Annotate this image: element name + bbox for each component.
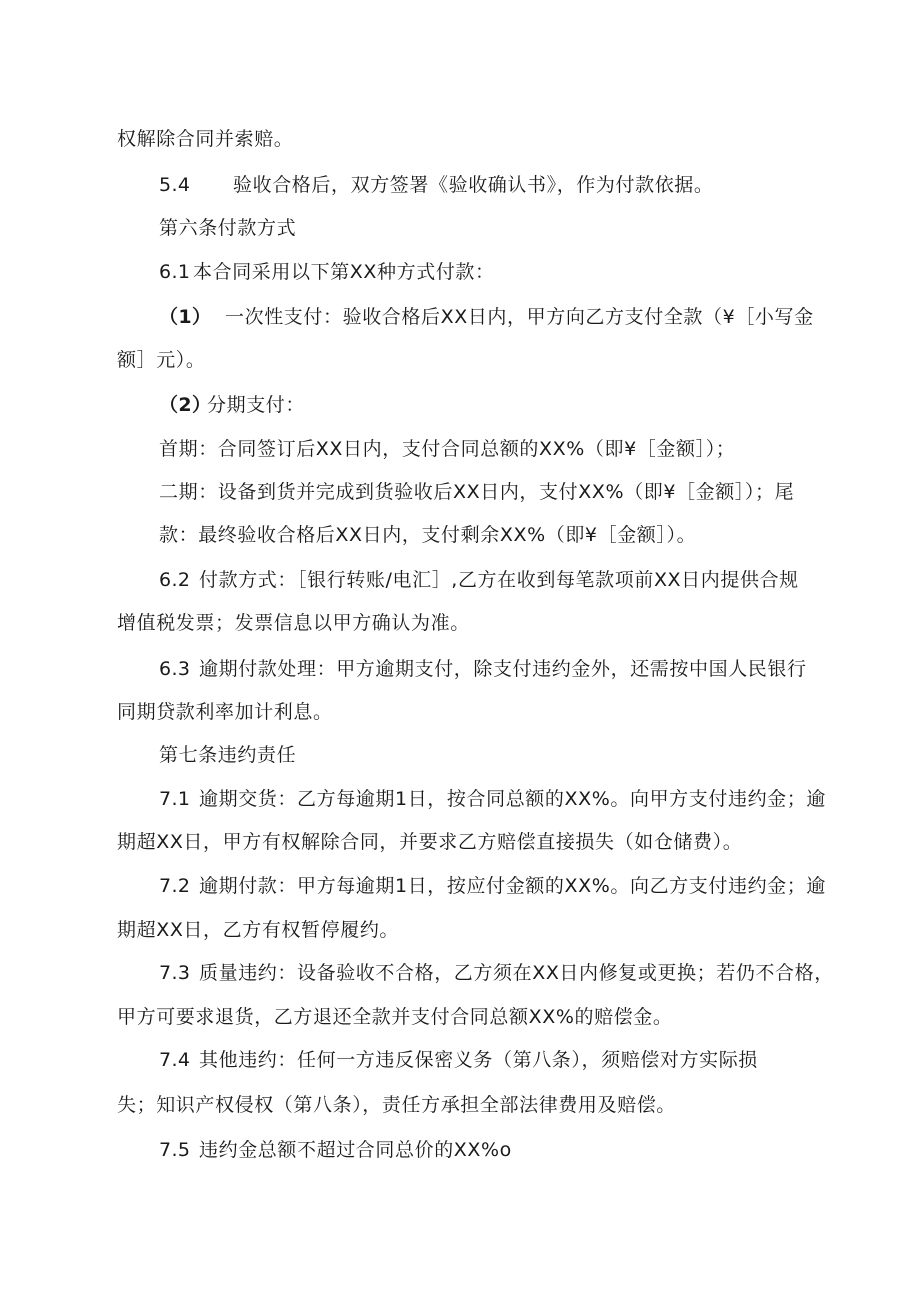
clause-number: 7.2 [159, 875, 191, 897]
clause-text: 本合同采用以下第XX种方式付款： [193, 261, 495, 283]
line-text: 权解除合同并索赔。 [117, 128, 294, 150]
clause-text: 验收合格后，双方签署《验收确认书》，作为付款依据。 [233, 174, 714, 196]
line-text: 期超XX日，乙方有权暂停履约。 [117, 919, 400, 941]
clause-7-2 [159, 873, 826, 899]
option-number: （2） [159, 394, 212, 416]
text-line [117, 699, 333, 725]
article-heading: 第七条违约责任 [159, 744, 297, 766]
line-text: 额］元）。 [117, 349, 206, 371]
clause-7-1 [159, 786, 826, 812]
text-line [117, 917, 399, 943]
text-line [117, 1004, 673, 1030]
option-number: （1） [159, 306, 212, 328]
clause-6-3 [159, 656, 807, 682]
clause-text: 其他违约：任何一方违反保密义务（第八条），须赔偿对方实际损 [199, 1049, 758, 1071]
clause-text: 逾期付款：甲方每逾期1日，按应付金额的XX%。向乙方支付违约金；逾 [199, 875, 826, 897]
clause-text: 违约金总额不超过合同总价的XX%o [199, 1139, 512, 1161]
clause-number: 6.1 [159, 261, 191, 283]
clause-text: 付款方式：［银行转账/电汇］,乙方在收到每笔款项前XX日内提供合规 [199, 569, 799, 591]
clause-6-1 [159, 259, 495, 285]
clause-7-5 [159, 1137, 512, 1163]
clause-number: 7.1 [159, 788, 191, 810]
option-2 [159, 392, 305, 418]
line-text: 失；知识产权侵权（第八条），责任方承担全部法律费用及赔偿。 [117, 1094, 676, 1116]
line-text: 期超XX日，甲方有权解除合同，并要求乙方赔偿直接损失（如仓储费）。 [117, 831, 743, 853]
clause-text: 质量违约：设备验收不合格，乙方须在XX日内修复或更换；若仍不合格， [199, 962, 834, 984]
text-line [117, 610, 470, 636]
article-7-heading [159, 742, 296, 768]
text-line [117, 1092, 676, 1118]
line-text: 首期：合同签订后XX日内，支付合同总额的XX%（即¥［金额］）； [159, 438, 736, 460]
clause-5-4 [159, 172, 714, 198]
clause-number: 7.5 [159, 1139, 191, 1161]
clause-number: 7.4 [159, 1049, 191, 1071]
article-6-heading [159, 215, 296, 241]
text-line [117, 829, 742, 855]
clause-7-3 [159, 960, 834, 986]
option-text: 一次性支付：验收合格后XX日内，甲方向乙方支付全款（¥［小写金 [225, 306, 814, 328]
clause-6-2 [159, 567, 799, 593]
text-line [117, 126, 293, 152]
option-text: 分期支付： [207, 394, 306, 416]
line-text: 款：最终验收合格后XX日内，支付剩余XX%（即¥［金额］）。 [159, 524, 697, 546]
installment-first [159, 436, 735, 462]
clause-number: 6.3 [159, 658, 191, 680]
installment-second [159, 479, 794, 505]
text-line [117, 347, 206, 373]
article-heading: 第六条付款方式 [159, 217, 297, 239]
clause-number: 7.3 [159, 962, 191, 984]
installment-final [159, 522, 696, 548]
line-text: 二期：设备到货并完成到货验收后XX日内，支付XX%（即¥［金额］）；尾 [159, 481, 795, 503]
clause-text: 逾期付款处理：甲方逾期支付，除支付违约金外，还需按中国人民银行 [199, 658, 807, 680]
line-text: 增值税发票；发票信息以甲方确认为准。 [117, 612, 470, 634]
clause-number: 5.4 [159, 174, 191, 196]
clause-number: 6.2 [159, 569, 191, 591]
line-text: 甲方可要求退货，乙方退还全款并支付合同总额XX%的赔偿金。 [117, 1006, 673, 1028]
clause-text: 逾期交货：乙方每逾期1日，按合同总额的XX%。向甲方支付违约金；逾 [199, 788, 826, 810]
line-text: 同期贷款利率加计利息。 [117, 701, 333, 723]
option-1 [159, 304, 814, 330]
clause-7-4 [159, 1047, 758, 1073]
